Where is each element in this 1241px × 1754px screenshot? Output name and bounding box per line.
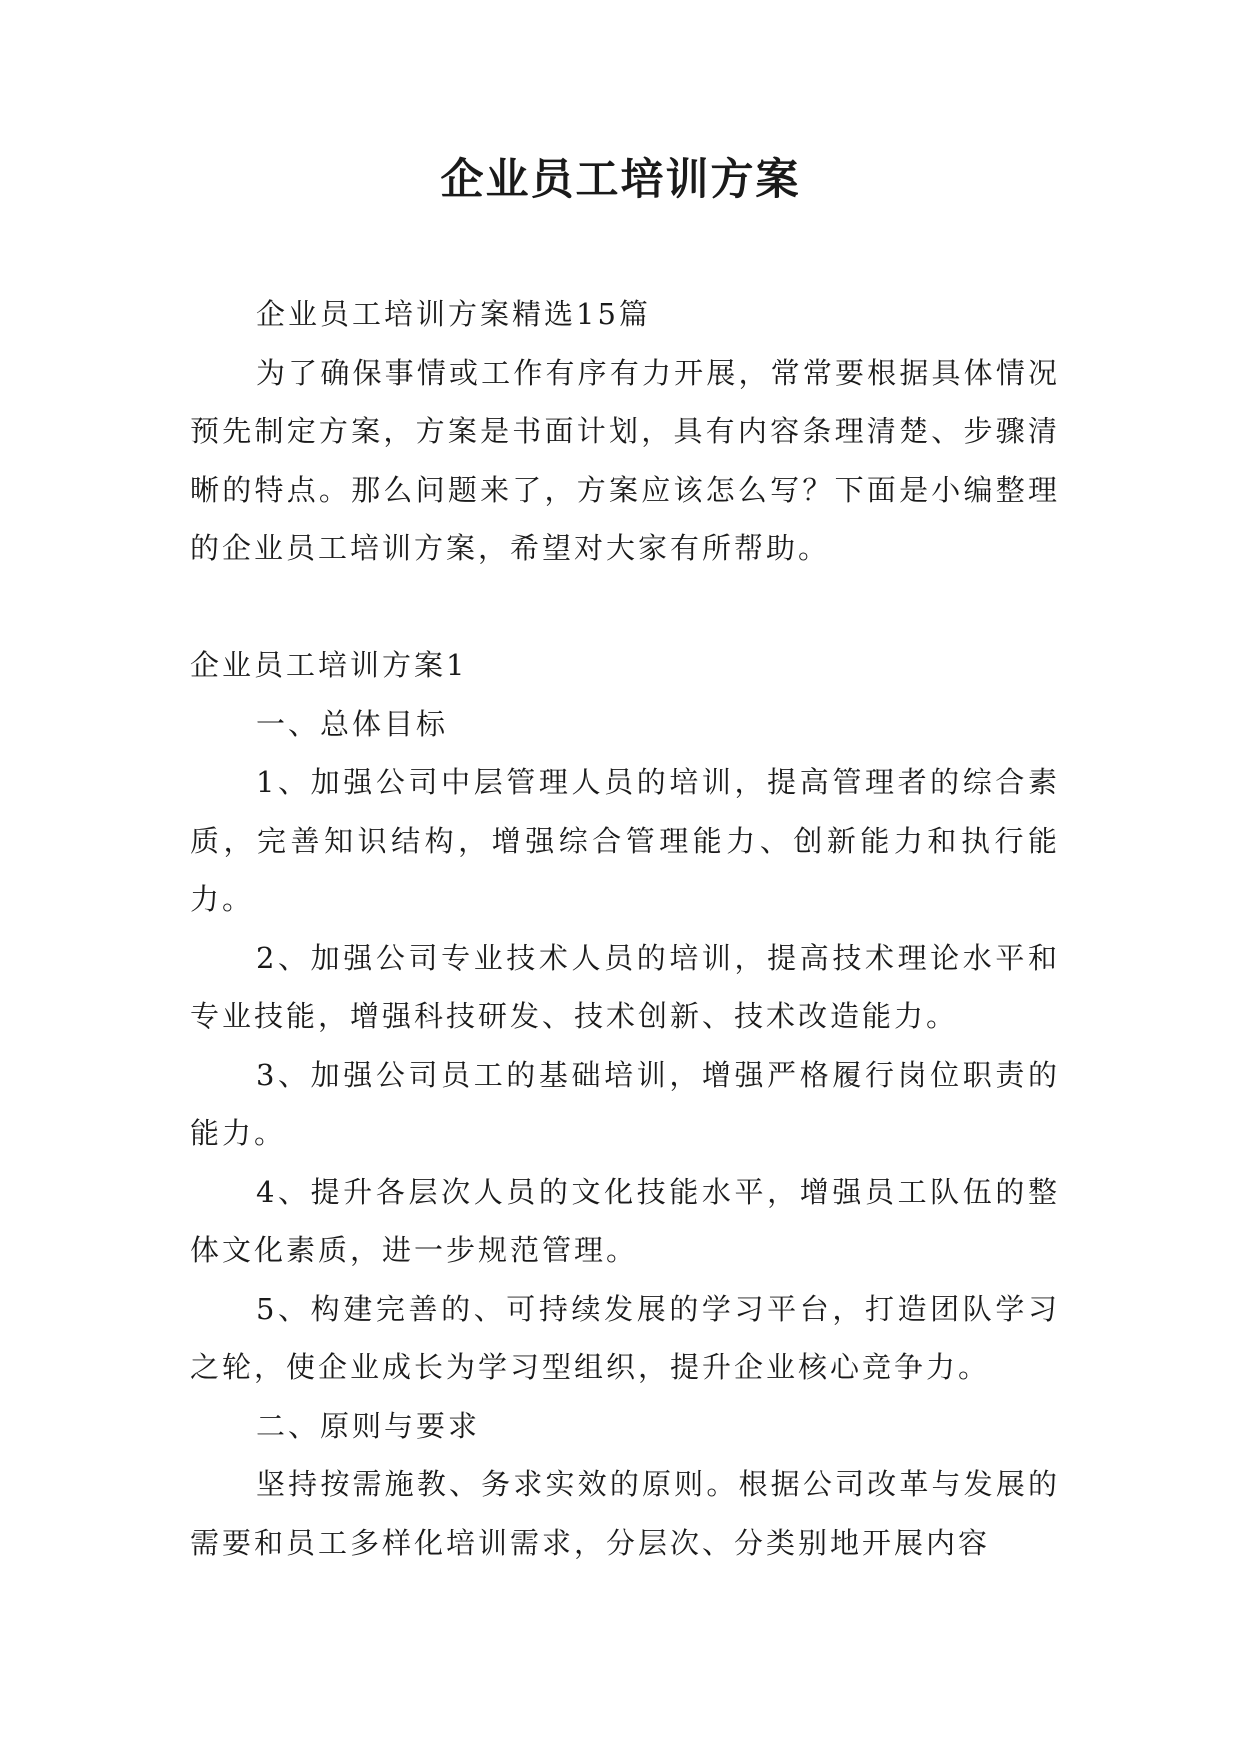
paragraph-goal-4: 4、提升各层次人员的文化技能水平，增强员工队伍的整体文化素质，进一步规范管理。: [190, 1174, 1060, 1267]
paragraph-goal-3: 3、加强公司员工的基础培训，增强严格履行岗位职责的能力。: [190, 1057, 1060, 1150]
document-body: [190, 285, 1060, 1572]
section-heading-plan-1: 企业员工培训方案1: [190, 648, 468, 682]
paragraph-intro: 为了确保事情或工作有序有力开展，常常要根据具体情况预先制定方案，方案是书面计划，具有内容条理清楚、步骤清晰的特点。那么问题来了，方案应该怎么写？下面是小编整理的企业员工培训方案，希望对大家有所帮助。: [190, 355, 1060, 565]
section-heading-principles: 二、原则与要求: [256, 1408, 481, 1443]
section-heading-overall-goals: 一、总体目标: [256, 706, 449, 741]
paragraph-principles: 坚持按需施教、务求实效的原则。根据公司改革与发展的需要和员工多样化培训需求，分层次、分类别地开展内容: [190, 1467, 1060, 1560]
paragraph-subtitle: 企业员工培训方案精选15篇: [256, 297, 651, 331]
paragraph-goal-2: 2、加强公司专业技术人员的培训，提高技术理论水平和专业技能，增强科技研发、技术创新、技术改造能力。: [190, 940, 1060, 1033]
paragraph-goal-1: 1、加强公司中层管理人员的培训，提高管理者的综合素质，完善知识结构，增强综合管理能力、创新能力和执行能力。: [190, 765, 1060, 916]
paragraph-goal-5: 5、构建完善的、可持续发展的学习平台，打造团队学习之轮，使企业成长为学习型组织，提升企业核心竞争力。: [190, 1291, 1060, 1384]
document-title: 企业员工培训方案: [440, 155, 801, 205]
